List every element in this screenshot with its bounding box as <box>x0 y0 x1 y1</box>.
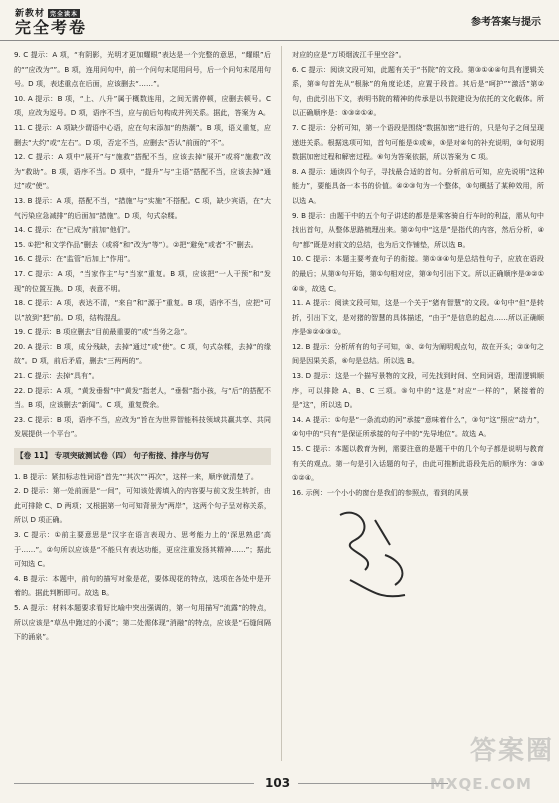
answer-paragraph: 3. C 提示：①前主要意思是“汉字在语言表现力、思考能力上的‘深思熟虑’高于……”。②句所以应该是“不能只有表达功能，更应注重发扬其精神……”；据此可知选 C。 <box>14 530 271 569</box>
answer-paragraph: 11. C 提示：A 项缺少谓语中心语，应在句末添加“的热潮”。B 项，语义重复，应删去“大约”或“左右”。D 项，否定不当，应删去“否认”前面的“不”。 <box>14 122 271 147</box>
answer-paragraph: 22. D 提示：A 项，“黄发垂髫”中“黄发”指老人，“垂髫”指小孩，与“后”的搭配不当。B 项，应该删去“新闻”。C 项，重复赘余。 <box>14 385 271 410</box>
left-column <box>14 48 271 645</box>
answer-paragraph: 9. C 提示：A 项，“有阴影，光明才更加耀眼”表达是一个完整的意思，“耀眼”后的“”应改为“”。B 项，连用问句中，前一个问句末尾用问号，后一个问句末尾用句号。D 项，表述重点在后面，应该删去“……”。 <box>14 50 271 89</box>
answer-paragraph: 4. B 提示：本题中，前句的描写对象是花，要体现花的特点，选项在各处中是开着的。据此判断即可。故选 B。 <box>14 573 271 598</box>
answer-paragraph: 23. C 提示：B 项，语序不当，应改为“旨在为世界智能科技领域共赢共享、共同发展提供一个平台”。 <box>14 414 271 439</box>
answer-paragraph: 16. C 提示：在“监管”后加上“作用”。 <box>14 254 135 264</box>
footer-rule-right <box>298 783 448 784</box>
handwritten-scribble <box>320 500 430 610</box>
answer-paragraph: 2. D 提示：第一处前面是“一间”，可知该处需填入的内容要与前文发生转折，由此可排除 C、D 两项；又根据第一句可知背景为“两岸”，这两个句子呈对称关系，所以 D 项正确。 <box>14 486 271 525</box>
answer-paragraph: 12. C 提示：A 项中“展开”与“施救”搭配不当，应该去掉“展开”或将“施救”改为“救助”。B 项，语序不当。D 项中，“提升”与“主语”搭配不当，应该去掉“通过”或“使”。 <box>14 152 271 191</box>
answer-paragraph: 10. C 提示：本题主要考查句子的衔接。第①③④句是总结性句子，应放在语段的最后；从第⑤句开始，第①句相对应，第③句引出下文。所以正确顺序是③②①④⑤，故选 C。 <box>292 254 544 293</box>
answer-paragraph: 15. ①把“和文学作品”删去（或将“和”改为“等”）。②把“避免”或者“不”删去。 <box>14 239 258 249</box>
answer-paragraph: 8. A 提示：通读四个句子，寻找最合适的首句。分析前后可知，应先说明“这种能力”，要能具备一本书的价值。④②③句为一个整体，⑤句概括了某种效用，所以选 A。 <box>292 166 544 205</box>
answer-paragraph: 19. C 提示：B 项应删去“目前最重要的”或“当务之急”。 <box>14 327 192 337</box>
answer-paragraph: 5. A 提示：材料本题要求看好比喻中突出强调的，第一句用描写“流露”的特点，所以应该是“草丛中跑过的小溪”；第二处需体现“消融”的特点，应该是“石缝间隔下的涌泉”。 <box>14 602 271 642</box>
answer-paragraph: 18. C 提示：A 项，表达不清，“来自”和“源于”重复。B 项，语序不当，应把“可以”放到“把”前。D 项，结构混乱。 <box>14 298 271 322</box>
answer-paragraph: 15. C 提示：本题以教育为例，需要注意的是题干中的几个句子都是说明与教育有关的观点。第一句是引入话题的句子，由此可推断此语段先后的顺序为：③⑤①②④。 <box>292 444 544 483</box>
answer-paragraph: 1. B 提示：紧扣标志性词语“首先”“其次”“再次”，这样一来，顺序就清楚了。 <box>14 471 258 481</box>
answer-paragraph: 16. 示例：一个小小的窗台是我们的参照点，看到的风景 <box>292 487 469 497</box>
section-heading: 【卷 11】 专项突破测试卷（四） 句子衔接、排序与仿写 <box>14 448 271 465</box>
answer-paragraph: 14. C 提示：在“已成为”前加“他们”。 <box>14 225 135 235</box>
watermark-url: MXQE.COM <box>430 775 532 793</box>
answer-paragraph: 20. A 提示：B 项，成分残缺，去掉“通过”或“使”。C 项，句式杂糅，去掉“的缘故”。D 项，前后矛盾，删去“三两两的”。 <box>14 341 271 366</box>
answer-paragraph: 对应的应是“万顷烟波江千里空谷”。 <box>292 50 406 59</box>
right-column <box>292 48 544 500</box>
answer-paragraph: 6. C 提示：阅读文段可知，此题有关于“书院”的文段。第③①④④句具有逻辑关系，第⑤句首先从“根脉”的角度论述，应置于段首。其后是“呵护”“激活”第②句，由此引出下文，表明书院的精神的传承是以书院建设为依托的文化载体。所以正确顺序是：⑤③②①④。 <box>292 64 544 118</box>
page-header <box>0 0 559 41</box>
column-divider <box>281 46 282 761</box>
publisher-logo <box>15 6 105 36</box>
answer-paragraph: 14. A 提示：①句是“一条流动的河”承接“意味着什么”，③句“这”照应“动力”，④句中的“只有”是保证所承接的句子中的“先导地位”。故选 A。 <box>292 414 544 439</box>
answer-paragraph: 13. D 提示：这是一个描写景物的文段，可先找到时间、空间词语，理清逻辑顺序，可以排除 A、B、C 三项。⑤句中的“这是”对应“一样的”，紧接着的是“这”，所以选 D。 <box>292 371 544 410</box>
answer-paragraph: 17. C 提示：A 项，“当家作主”与“当家”重复。B 项，应该把“一人干预”和“发现”的位置互换。D 项，表意不明。 <box>14 268 271 293</box>
answer-paragraph: 7. C 提示：分析可知，第一个语段是围绕“数据加密”进行的，只是句子之间呈现递进关系。根据选项可知，首句可能是①或⑥，⑤是对④句的补充说明，③句说明数据加密过程和解密过程。⑥句为答案依据，所以答案为 C 项。 <box>292 122 544 162</box>
watermark-logo: 答案圈 <box>470 736 555 766</box>
logo-top-text: 新教材 <box>15 9 46 19</box>
answer-paragraph: 10. A 提示：B 项，“上、八升”属于概数连用，之间无需停顿，应删去顿号。C 项，应改为逗号。D 项，语序不当，应与前后句构成并列关系。据此，答案为 A。 <box>14 93 271 118</box>
page-number: 103 <box>265 776 291 790</box>
logo-main: 完全考卷 <box>15 18 88 37</box>
logo-tag: 完全读本 <box>50 11 79 18</box>
answer-paragraph: 13. B 提示：A 项，搭配不当，“措施”与“实施”不搭配。C 项，缺少宾语，在“大气污染应急减排”的后面加“措施”。D 项，句式杂糅。 <box>14 195 271 220</box>
answer-paragraph: 11. A 提示：阅读文段可知，这是一个关于“猪有智慧”的文段。④句中“但”是转折，引出下文，是对猪的智慧的具体描述，“由于”是信息的起点……所以正确顺序是⑤②④③①。 <box>292 298 544 337</box>
answer-paragraph: 12. B 提示：分析所有的句子可知，⑤、②句为阐明观点句，故在开头；②③句之间是因果关系，⑥句是总结。所以选 B。 <box>292 341 544 366</box>
footer-rule-left <box>14 783 254 784</box>
answer-paragraph: 21. C 提示：去掉“具有”。 <box>14 371 99 381</box>
answer-paragraph: 9. B 提示：由题干中的五个句子讲述的都是是乘客骑自行车时的利益，需从句中找出首句，从整体思路梳理出来。第②句中“这是”是指代的内容，然后分析，④句“都”既是对前文的总结，也为后文作铺垫，所以选 B。 <box>292 210 544 249</box>
section-title: 参考答案与提示 <box>471 17 541 28</box>
